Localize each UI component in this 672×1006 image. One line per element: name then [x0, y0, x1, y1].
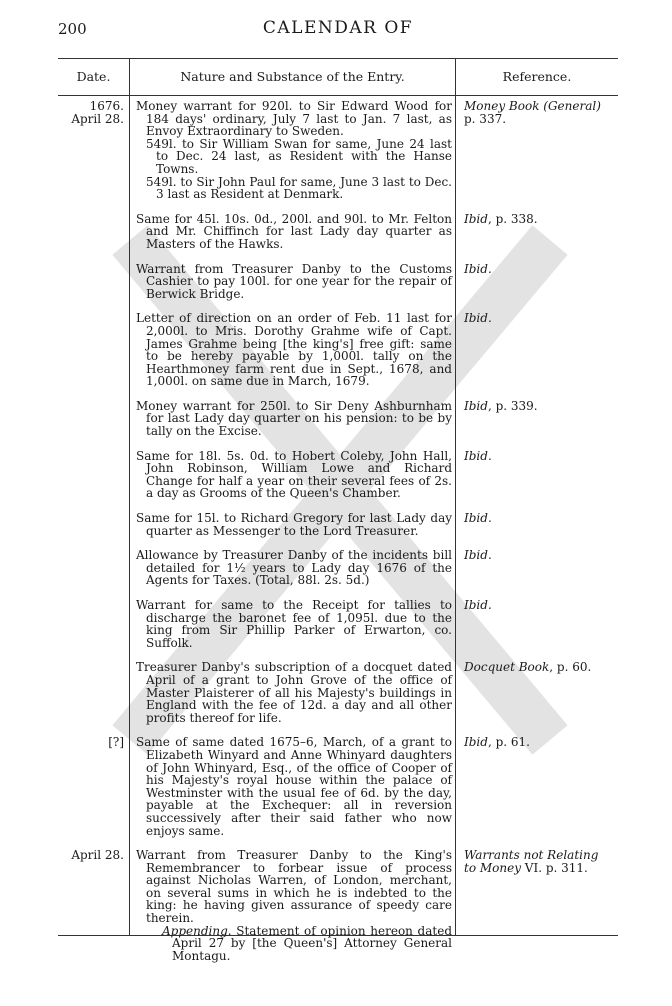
table-row: [58, 512, 618, 537]
entry-reference: [464, 549, 614, 562]
table-row: [58, 549, 618, 587]
entry-reference: [464, 450, 614, 463]
reference-page: p. 337.: [464, 111, 507, 126]
reference-page: VI. p. 311.: [520, 860, 588, 875]
entry-text: [136, 661, 452, 724]
entry-text: [136, 549, 452, 587]
page-header: [58, 18, 618, 42]
entry-main-text: Same for 18l. 5s. 0d. to Hobert Coleby, John Hall, John Robinson, William Lowe and Richard Change for half a year on their several fees of 2s. a day as Grooms of the Queen's Chamber.: [136, 448, 452, 501]
entry-sub-text: 549l. to Sir John Paul for same, June 3 last to Dec. 3 last as Resident at Denmark.: [146, 174, 452, 202]
table-row: [58, 849, 618, 962]
entry-main-text: Same of same dated 1675–6, March, of a grant to Elizabeth Winyard and Anne Whinyard daughters of John Whinyard, Esq., of the office of Cooper of his Majesty's royal house within the palace of Westminster with the usual fee of 6d. by the day, payable at the Exchequer: all in reversion successively after their said father who now enjoys same.: [136, 735, 452, 838]
entry-reference: [464, 400, 614, 413]
table-row: [58, 661, 618, 724]
reference-source: Ibid.: [464, 598, 492, 612]
entry-main-text: Warrant from Treasurer Danby to the Customs Cashier to pay 100l. for one year for the repair of Berwick Bridge.: [136, 261, 452, 301]
page-number: 200: [58, 20, 87, 38]
reference-source: Ibid.: [464, 548, 492, 563]
table-row: [58, 450, 618, 500]
entry-main-text: Warrant from Treasurer Danby to the King's Remembrancer to forbear issue of process against Nicholas Warren, of London, merchant, on several sums in which he is indebted to the king: he having given assurance of speedy care therein.: [136, 848, 452, 926]
entry-text: [136, 263, 452, 301]
appending-body: . Statement of opinion hereon dated April 27 by [the Queen's] Attorney General Montagu.: [172, 923, 452, 963]
reference-source: Docquet Book: [464, 660, 550, 675]
reference-page: , p. 61.: [487, 735, 530, 750]
entry-date: 1676. April 28.: [71, 99, 124, 126]
column-header-date: Date.: [76, 69, 111, 84]
table-row: [58, 599, 618, 649]
reference-source: Ibid.: [464, 261, 492, 276]
entry-text: [136, 100, 452, 201]
entry-main-text: Same for 15l. to Richard Gregory for last Lady day quarter as Messenger to the Lord Treasurer.: [136, 511, 452, 538]
reference-page: , p. 339.: [487, 398, 538, 413]
table-row: [58, 312, 618, 388]
column-header-reference: Reference.: [502, 69, 572, 84]
entry-main-text: Warrant for same to the Receipt for tallies to discharge the baronet fee of 1,095l. due to the king from Sir Phillip Parker of Erwarton, co. Suffolk.: [136, 598, 452, 650]
entry-main-text: Treasurer Danby's subscription of a docquet dated April of a grant to John Grove of the office of Master Plaisterer of all his Majesty's buildings in England with the fee of 12d. a day and all other profits thereof for life.: [136, 660, 452, 725]
entry-main-text: Letter of direction on an order of Feb. 11 last for 2,000l. to Mris. Dorothy Grahme wife of Capt. James Grahme being [the king's] free gift: same to be hereby payable by 1,000l. tally on the Hearthmoney farm rent due in Sept., 1678, and 1,000l. on same due in March, 1679.: [136, 311, 452, 389]
table-row: [58, 263, 618, 301]
entry-text: [136, 450, 452, 500]
table-row: [58, 100, 618, 201]
running-title: CALENDAR OF: [262, 18, 414, 38]
entry-appending-text: [136, 925, 452, 963]
entry-date: [?]: [108, 735, 124, 750]
entry-main-text: Money warrant for 920l. to Sir Edward Wood for 184 days' ordinary, July 7 last to Jan. 7 last, as Envoy Extraordinary to Sweden.: [136, 99, 452, 139]
entry-text: [136, 400, 452, 438]
entry-date: April 28.: [71, 848, 124, 863]
entry-reference: [464, 100, 614, 125]
entry-text: [136, 599, 452, 649]
reference-source: Ibid.: [464, 448, 492, 463]
entry-main-text: Allowance by Treasurer Danby of the incidents bill detailed for 1½ years to Lady day 1676 of the Agents for Taxes. (Total, 88l. 2s. 5d.): [136, 548, 452, 588]
entry-reference: [464, 736, 614, 749]
entry-reference: [464, 599, 614, 612]
entry-text: [136, 849, 452, 962]
entry-text: [136, 213, 452, 251]
entry-text: [136, 736, 452, 837]
table-row: [58, 213, 618, 251]
entry-reference: [464, 849, 614, 874]
table-row: [58, 400, 618, 438]
reference-source: Warrants not Relating to Money: [464, 848, 599, 875]
entry-main-text: Same for 45l. 10s. 0d., 200l. and 90l. to Mr. Felton and Mr. Chiffinch for last Lady day quarter as Masters of the Hawks.: [136, 211, 452, 251]
reference-source: Ibid: [464, 735, 488, 750]
table-header-row: [58, 59, 618, 96]
entry-text: [136, 512, 452, 537]
appending-label: Appending: [162, 923, 228, 938]
entry-reference: [464, 213, 614, 226]
entry-text: [136, 312, 452, 388]
reference-page: , p. 60.: [549, 660, 592, 675]
reference-source: Ibid.: [464, 311, 492, 326]
reference-source: Ibid.: [464, 511, 492, 526]
table-row: [58, 736, 618, 837]
entry-reference: [464, 661, 614, 674]
entry-main-text: Money warrant for 250l. to Sir Deny Ashburnham for last Lady day quarter on his pension: to be by tally on the Excise.: [136, 398, 452, 439]
table-body: [58, 100, 618, 972]
reference-source: Ibid: [464, 211, 488, 226]
reference-page: , p. 338.: [487, 211, 538, 226]
entry-reference: [464, 512, 614, 525]
entry-sub-text: 549l. to Sir William Swan for same, June 24 last to Dec. 24 last, as Resident with the Hanse Towns.: [146, 136, 452, 176]
entry-reference: [464, 263, 614, 276]
column-header-nature: Nature and Substance of the Entry.: [180, 69, 405, 84]
entry-reference: [464, 312, 614, 325]
calendar-table: [58, 58, 618, 963]
reference-source: Ibid: [464, 398, 488, 413]
reference-source: Money Book (General): [464, 99, 601, 113]
